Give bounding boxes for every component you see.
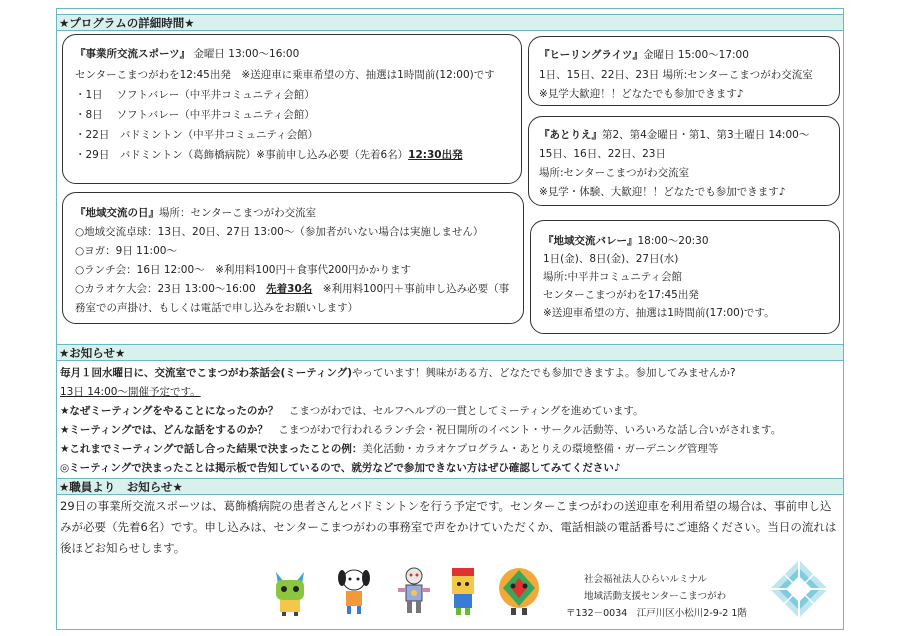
notice-next-date: 13日 14:00～開催予定です。 [60,386,201,398]
boy-character-image [446,566,480,616]
volley-title: 『地域交流バレー』 [543,235,638,247]
org-corporation: 社会福祉法人ひらいルミナル [584,574,708,585]
org-center-name: 地域活動支援センターこまつがわ [584,591,727,602]
sports-item-2: ・8日 ソフトバレー（中平井コミュニティ会館） [75,109,315,121]
chiiki-yoga: ○ヨガ：9日 11:00～ [75,245,177,257]
atorie-title: 『あとりえ』 [539,129,602,141]
chiiki-box [62,192,524,324]
atorie-box [528,116,840,206]
program-header: ★プログラムの詳細時間★ [57,14,843,31]
notice-why-q: ★なぜミーティングをやることになったのか？ [60,405,279,417]
notice-what-q: ★ミーティングでは、どんな話をするのか？ [60,424,268,436]
sports-when: 金曜日 13:00～16:00 [193,48,300,60]
robot-character-image [394,566,434,616]
healing-title: 『ヒーリングライツ』 [539,49,644,61]
org-address: 〒132－0034 江戸川区小松川2-9-2 1階 [566,608,747,619]
staff-message: 29日の事業所交流スポーツは、葛飾橋病院の患者さんとバドミントンを行う予定です。センターこまつがわの送迎車を利用希望の場合は、事前申し込みが必要（先着6名）です。申し込みは、センターこまつがわの事務室で声をかけていただくか、電話相談の電話番号にご連絡ください。当日の流れは後ほどお知らせします。 [60,499,837,555]
chiiki-karaoke-note-2: 務室での声掛け、もしくは電話で申し込みをお願いします） [75,302,359,314]
notice-examples-q: ★これまでミーティングで話し合った結果で決まったことの例： [60,443,363,455]
notice-what-a: こまつがわで行われるランチ会・祝日開所のイベント・サークル活動等、いろいろな話し合いがされます。 [267,424,782,436]
chiiki-karaoke-limit: 先着30名 [266,283,313,295]
dog-character-image [334,566,374,616]
sports-item-3: ・22日 バドミントン（中平井コミュニティ会館） [75,129,319,141]
staff-header: ★職員より お知らせ★ [57,478,843,495]
organization-logo-icon [768,558,830,620]
notice-header: ★お知らせ★ [57,344,843,361]
notice-why-a: こまつがわでは、セルフヘルプの一貫としてミーティングを進めています。 [278,405,644,417]
sports-item-1: ・1日 ソフトバレー（中平井コミュニティ会館） [75,89,315,101]
volley-when: 18:00～20:30 [637,235,709,247]
notice-meeting-lead: 毎月１回水曜日に、交流室でこまつがわ茶話会(ミーティング) [60,367,353,379]
sports-departure: センターこまつがわを12:45出発 ※送迎車に乗車希望の方、抽選は1時間前(12:00)です [75,69,495,81]
healing-when: 金曜日 15:00～17:00 [643,49,749,61]
sports-item-4: ・29日 バドミントン（葛飾橋病院）※事前申し込み必要（先着6名） [75,149,409,161]
sports-title: 『事業所交流スポーツ』 [75,48,191,60]
chiiki-place: 場所：センターこまつがわ交流室 [159,207,317,219]
sports-box [62,34,522,184]
atorie-when: 第2、第4金曜日・第1、第3土曜日 14:00～ [602,129,810,141]
volley-place: 場所:中平井コミュニティ会館 [543,271,682,283]
cat-character-image [270,568,310,616]
volley-departure: センターこまつがわを17:45出発 [543,289,699,301]
mosaic-character-image [494,564,544,616]
volley-dates: 1日(金)、8日(金)、27日(水) [543,253,679,265]
atorie-note: ※見学・体験、大歓迎！！どなたでも参加できます♪ [539,186,786,198]
volley-box [530,220,840,334]
notice-examples-a: 美化活動・カラオケプログラム・あとりえの環境整備・ガーデニング管理等 [362,443,719,455]
chiiki-pingpong: ○地域交流卓球：13日、20日、27日 13:00～（参加者がいない場合は実施しません） [75,226,484,238]
volley-note: ※送迎車希望の方、抽選は1時間前(17:00)です。 [543,307,775,319]
healing-dates: 1日、15日、22日、23日 場所:センターこまつがわ交流室 [539,69,813,81]
chiiki-lunch: ○ランチ会：16日 12:00～ ※利用料100円＋食事代200円かかります [75,264,411,276]
healing-note: ※見学大歓迎！！どなたでも参加できます♪ [539,88,744,100]
atorie-place: 場所:センターこまつがわ交流室 [539,167,690,179]
sports-item-4-departure: 12:30出発 [408,149,463,161]
healing-box [528,36,840,106]
notice-board: ◎ミーティングで決まったことは掲示板で告知しているので、就労などで参加できない方はぜひ確認してみてください♪ [60,462,621,474]
chiiki-title: 『地域交流の日』 [75,207,159,219]
chiiki-karaoke-note: ※利用料100円＋事前申し込み必要（事 [312,283,510,295]
notice-meeting-invite: やっています！興味がある方、どなたでも参加できますよ。参加してみませんか? [352,367,736,379]
atorie-dates: 15日、16日、22日、23日 [539,148,666,160]
chiiki-karaoke: ○カラオケ大会：23日 13:00～16:00 [75,283,267,295]
